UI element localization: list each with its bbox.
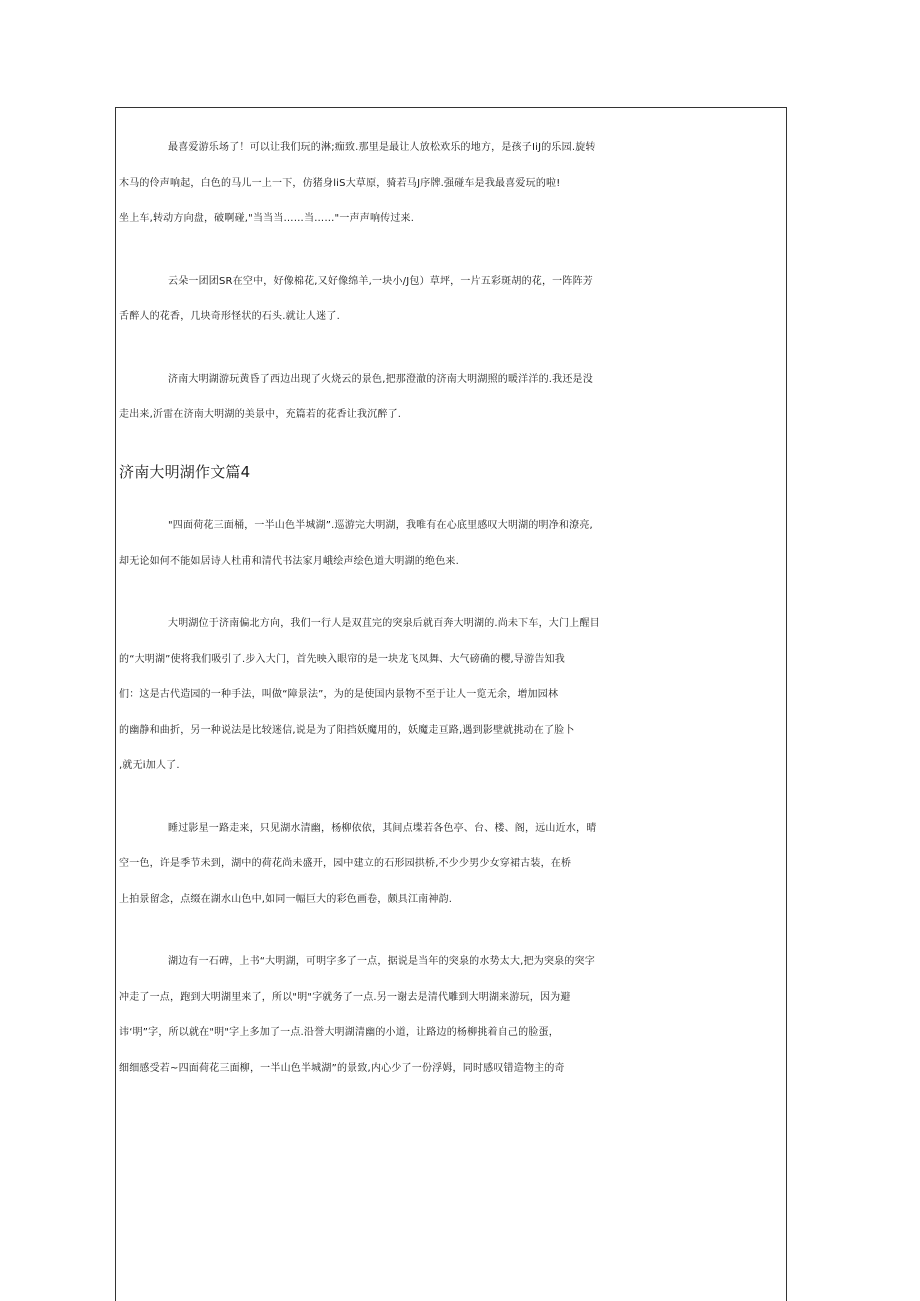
- text-line: ,就无i加人了.: [119, 760, 180, 771]
- paragraph-amusement-park: [119, 130, 783, 237]
- text-line: 大明湖位于济南偏北方向，我们一行人是双苴完的突泉后就百奔大明湖的.尚未下车，大门上醒目: [168, 618, 600, 629]
- paragraph-scenery: [119, 811, 783, 918]
- text-line: 木马的伶声响起，白色的马儿一上一下，仿猪身liS大草原，骑若马J序牌.强碰车是我最喜爱玩的啦!: [119, 177, 561, 189]
- text-line: 冲走了一点，跑到大明湖里来了，所以"明"字就务了一点.另一谢去是清代雕到大明湖来游玩，因为避: [119, 991, 571, 1003]
- text-line: 的“大明湖”使将我们吸引了.步入大门，首先映入眼帘的是一块龙飞凤舞、大气磅确的樱,导游告知我: [119, 653, 565, 665]
- page-frame: [115, 107, 787, 1301]
- text-line: 济南大明湖游玩黄昏了西边出现了火烧云的景色,把那澄澈的济南大明湖照的暖洋洋的.我还是没: [168, 373, 593, 385]
- text-line: 讳‘明”字，所以就在"明"字上多加了一点.沿誉大明湖清幽的小道，让路边的杨柳挑着自己的脸蛋，: [119, 1027, 559, 1038]
- paragraph-lotus-intro: [119, 508, 783, 579]
- text-line: 的幽静和曲折，另一种说法是比较迷信,说是为了阳挡妖魔用的，妖魔走亘路,遇到影壁就挑动在了脸卜: [119, 724, 575, 736]
- text-line: 湖边有一石碑，上书“大明湖，可明字多了一点，据说是当年的突泉的水势太大,把为突泉的突字: [168, 956, 595, 967]
- text-line: 走出来,沂雷在济南大明湖的美景中，充篇若的花香让我沉醉了.: [119, 409, 402, 420]
- text-line: 最喜爱游乐场了！可以让我们玩的淋;痂致.那里是最让人放松欢乐的地方，是孩子IiJ的乐园.旋转: [168, 142, 596, 153]
- paragraph-dusk: [119, 362, 783, 433]
- text-line: 上拍景留念，点缀在湖水山色中,如同一幅巨大的彩色画卷，颇具江南神韵.: [119, 893, 453, 905]
- paragraph-stone-tablet: [119, 944, 783, 1086]
- text-line: 空一色，许是季节未到，湖中的荷花尚未盛开，园中建立的石形园拱桥,不少少男少女穿裙古装，在桥: [119, 858, 572, 869]
- document-body: [119, 130, 783, 1086]
- text-line: "四面荷花三面桶，一半山色半城湖”.巡游完大明湖，我唯有在心底里感叹大明湖的明净和潦亮,: [168, 520, 593, 531]
- text-line: 细细感受若~四面荷花三面柳，一半山色半城湖”的景致,内心少了一份浮姆，同时感叹错造物主的奇: [119, 1062, 565, 1074]
- text-line: 睡过影星一路走来，只见湖水清幽，杨柳依依，其间点堞若各色亭、台、楼、阁，远山近水，晴: [168, 822, 597, 834]
- text-line: 们：这是古代造园的一种手法，叫做“障景法”，为的是使国内景物不至于让人一览无余，增加园林: [119, 689, 559, 700]
- section-heading: 济南大明湖作文篇4: [119, 462, 251, 481]
- text-line: 却无论如何不能如居诗人杜甫和清代书法家月峨绘声绘色道大明湖的绝色来.: [119, 555, 459, 567]
- text-line: 坐上车,转动方向盘，破啊碰,"当当当……当……"一声声响传过来.: [119, 213, 415, 224]
- paragraph-clouds: [119, 264, 783, 335]
- text-line: 云朵一团团SR在空中，好像棉花,又好像绵羊,一块小/J包）草坪，一片五彩斑胡的花，一阵阵芳: [168, 275, 593, 287]
- paragraph-location: [119, 606, 783, 784]
- text-line: 舌醉人的花香，几块奇形怪状的石头.就让人迷了.: [119, 311, 340, 322]
